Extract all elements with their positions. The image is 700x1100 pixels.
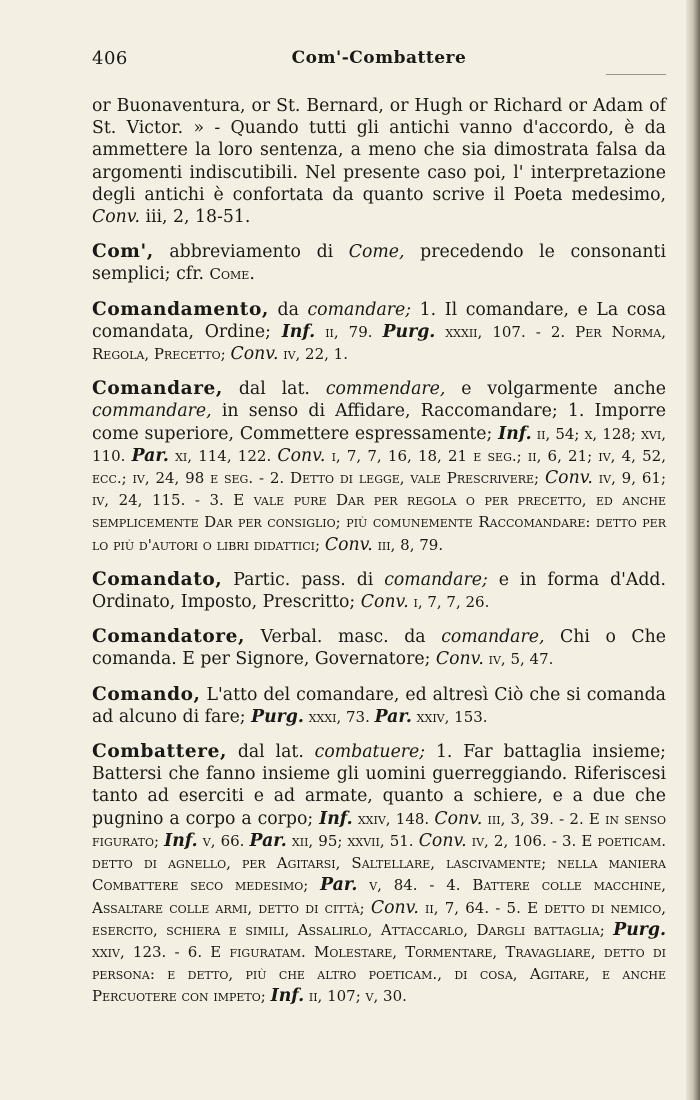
headword: Comandatore, (92, 626, 246, 648)
headword: Comando, (92, 683, 201, 705)
entry-comando: Comando, L'atto del comandare, ed altresì Ciò che si comanda ad alcuno di fare; Purg. xxxi, 73. Par. xxiv, 153. (92, 683, 666, 727)
entry-comandamento: Comandamento, da comandare; 1. Il comandare, e La cosa comandata, Ordine; Inf. ii, 79. Purg. xxxii, 107. - 2. Per Norma, Regola, Precetto; Conv. iv, 22, 1. (92, 298, 666, 365)
entry-comandare: Comandare, dal lat. commendare, e volgarmente anche commandare, in senso di Affidare, Raccomandare; 1. Imporre come superiore, Commettere espressamente; Inf. ii, 54; x, 128; xvi, 110. Par. xi, 114, 122. Conv. i, 7, 7, 16, 18, 21 e seg.; ii, 6, 21; iv, 4, 52, ecc.; iv, 24, 98 e seg. - 2. Detto di legge, vale Prescrivere; Conv. iv, 9, 61; iv, 24, 115. - 3. E vale pure Dar per regola o per precetto, ed anche semplicemente Dar per consiglio; più comunemente Raccomandare: detto per lo più d'autori o libri didattici; Conv. iii, 8, 79. (92, 378, 666, 555)
headword: Combattere, (92, 741, 227, 763)
headword: Com', (92, 241, 154, 263)
page-header (92, 48, 666, 72)
running-head: Com'-Combattere (291, 48, 467, 68)
headword: Comandamento, (92, 298, 269, 320)
entry-comandatore: Comandatore, Verbal. masc. da comandare, Chi o Che comanda. E per Signore, Governatore; Conv. iv, 5, 47. (92, 626, 667, 670)
page-edge-shadow (686, 0, 700, 1100)
headword: Comandato, (92, 568, 223, 590)
cross-reference: Come (209, 265, 250, 284)
entry-comandato: Comandato, Partic. pass. di comandare; e in forma d'Add. Ordinato, Imposto, Prescritto; Conv. i, 7, 7, 26. (92, 568, 666, 613)
page-number: 406 (92, 48, 128, 69)
header-rule (606, 74, 666, 75)
dictionary-text (92, 95, 666, 1008)
entry-com: Com', abbreviamento di Come, precedendo le consonanti semplici; cfr. Come. (92, 241, 666, 285)
entry-continuation: or Buonaventura, or St. Bernard, or Hugh or Richard or Adam of St. Victor. » - Quando tutti gli antichi vanno d'accordo, è da ammettere la loro sentenza, a meno che sia dimostrata falsa da argomenti indiscutibili. Nel presente caso poi, l' interpretazione degli antichi è confortata da quanto scrive il Poeta medesimo, Conv. iii, 2, 18-51. (92, 96, 666, 228)
entry-combattere: Combattere, dal lat. combatuere; 1. Far battaglia insieme; Battersi che fanno insieme gli uomini guerreggiando. Riferiscesi tanto ad eserciti e ad armate, quanto a schiere, e a due che pugnino a corpo a corpo; Inf. xxiv, 148. Conv. iii, 3, 39. - 2. E in senso figurato; Inf. v, 66. Par. xii, 95; xxvii, 51. Conv. iv, 2, 106. - 3. E poeticam. detto di agnello, per Agitarsi, Saltellare, lascivamente; nella maniera Combattere seco medesimo; Par. v, 84. - 4. Battere colle macchine, Assaltare colle armi, detto di città; Conv. ii, 7, 64. - 5. E detto di nemico, esercito, schiera e simili, Assalirlo, Attaccarlo, Dargli battaglia; Purg. xxiv, 123. - 6. E figuratam. Molestare, Tormentare, Travagliare, detto di persona: e detto, più che altro poeticam., di cosa, Agitare, e anche Percuotere con impeto; Inf. ii, 107; v, 30. (92, 741, 667, 1007)
headword: Comandare, (92, 378, 223, 400)
